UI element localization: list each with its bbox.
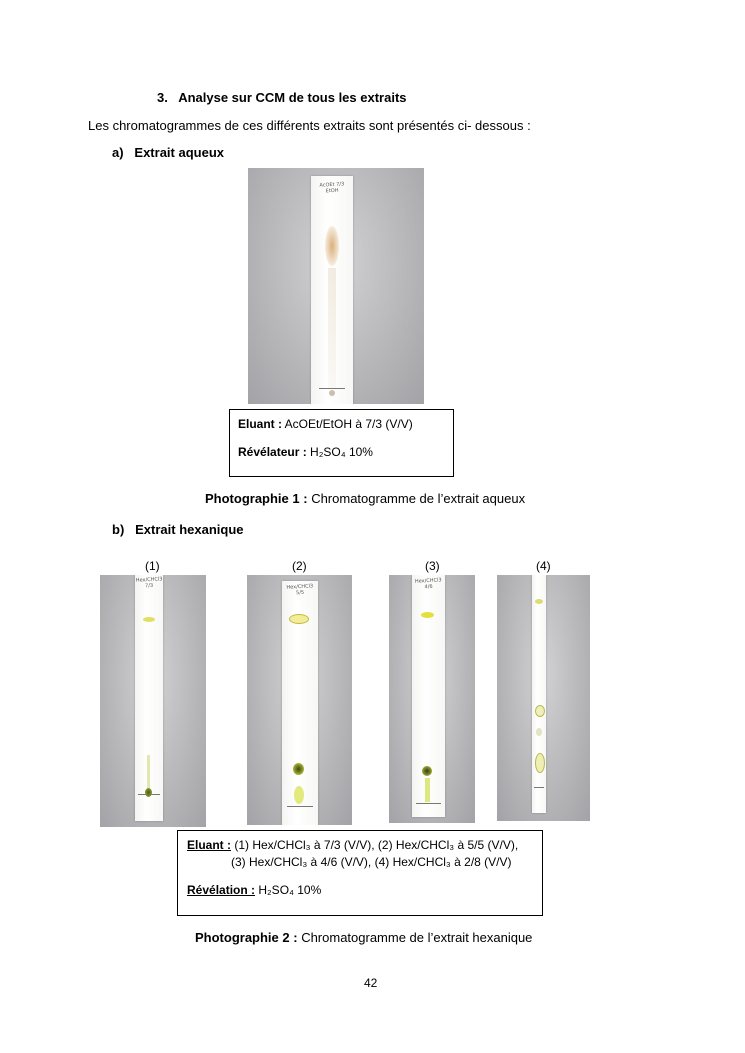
part-a-label: a) [112, 145, 124, 160]
revelateur-label: Révélateur : [238, 445, 307, 459]
section-number: 3. [157, 90, 168, 105]
tlc-2-spot-low [294, 786, 304, 804]
plate-3-handwriting: Hex/CHCl3 4/6 [414, 577, 442, 591]
tlc-plate-4 [532, 575, 546, 813]
section-heading [157, 90, 407, 106]
tlc-4-baseline [534, 787, 544, 788]
tlc-streak [328, 268, 336, 388]
plate-number-3: (3) [425, 559, 440, 573]
eluant-line [238, 417, 413, 432]
photo-hexane-tlc-3 [389, 575, 475, 823]
tlc-plate-1 [135, 575, 163, 821]
tlc-4-spot-b [536, 728, 542, 736]
photo-hexane-tlc-4 [497, 575, 590, 821]
eluant-label-2: Eluant : [187, 838, 231, 852]
plate-1-handwriting: Hex/CHCl3 7/3 [135, 576, 163, 590]
part-b-heading [112, 522, 244, 538]
part-a-title: Extrait aqueux [134, 145, 224, 160]
tlc-2-spot-mid [293, 763, 304, 775]
eluant-line-1-text: (1) Hex/CHCl₃ à 7/3 (V/V), (2) Hex/CHCl₃ à 5/5 (V/V), [234, 838, 519, 852]
tlc-plate-2 [282, 581, 318, 825]
page-number: 42 [364, 976, 378, 990]
revelation-label: Révélation : [187, 883, 256, 897]
plate-number-2: (2) [292, 559, 307, 573]
tlc-2-spot-top [289, 614, 309, 624]
tlc-4-spot-c [535, 753, 545, 773]
caption-1-label: Photographie 1 : [205, 491, 308, 506]
tlc-spot-orange [325, 226, 339, 266]
revelation-value: H₂SO₄ 10% [258, 883, 322, 897]
tlc-baseline [319, 388, 345, 389]
eluant-value: AcOEt/EtOH à 7/3 (V/V) [284, 417, 413, 431]
tlc-origin-spot [329, 390, 335, 396]
tlc-4-spot-a [535, 705, 545, 717]
revelateur-value: H₂SO₄ 10% [310, 445, 373, 459]
plate-2-handwriting: Hex/CHCl3 5/5 [286, 583, 314, 597]
caption-photo-1 [205, 491, 525, 507]
tlc-1-spot-top [143, 617, 155, 622]
eluant-label: Eluant : [238, 417, 282, 431]
tlc-2-baseline [287, 806, 313, 807]
part-b-title: Extrait hexanique [135, 522, 244, 537]
plate-handwriting: AcOEt 7/3 EtOH [319, 181, 345, 195]
intro-paragraph: Les chromatogrammes de ces différents extraits sont présentés ci- dessous : [88, 118, 531, 133]
eluant-line-2: (3) Hex/CHCl₃ à 4/6 (V/V), (4) Hex/CHCl₃ à 2/8 (V/V) [231, 855, 512, 869]
tlc-3-spot-mid [422, 766, 432, 776]
plate-number-4: (4) [536, 559, 551, 573]
tlc-plate-aqueous [311, 176, 353, 404]
legend-box-hexane [177, 830, 543, 916]
photo-hexane-tlc-1 [100, 575, 206, 827]
caption-2-label: Photographie 2 : [195, 930, 298, 945]
part-b-label: b) [112, 522, 125, 537]
section-title: Analyse sur CCM de tous les extraits [178, 90, 407, 105]
eluant-line-1 [187, 838, 518, 853]
caption-2-text: Chromatogramme de l’extrait hexanique [301, 930, 533, 945]
tlc-4-spot-top [535, 599, 543, 604]
caption-photo-2 [195, 930, 532, 946]
tlc-plate-3 [412, 575, 445, 817]
revelateur-line [238, 445, 373, 460]
legend-box-aqueous [229, 409, 454, 477]
tlc-3-baseline [416, 803, 441, 804]
revelation-line [187, 883, 321, 898]
photo-aqueous-tlc [248, 168, 424, 404]
tlc-3-streak [425, 778, 430, 802]
caption-1-text: Chromatogramme de l’extrait aqueux [311, 491, 526, 506]
plate-number-1: (1) [145, 559, 160, 573]
photo-hexane-tlc-2 [247, 575, 352, 825]
part-a-heading [112, 145, 224, 161]
tlc-1-origin [145, 788, 152, 797]
tlc-3-spot-top [421, 612, 434, 618]
